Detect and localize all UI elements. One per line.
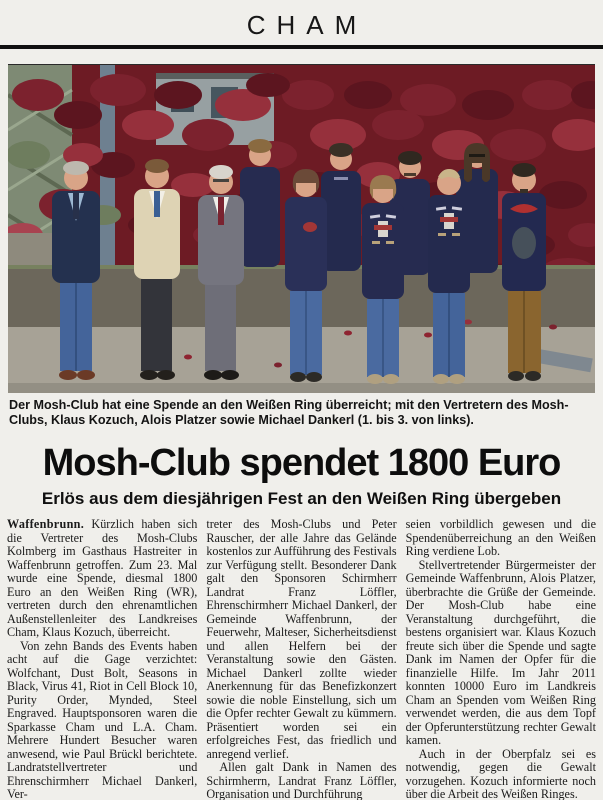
paragraph: Auch in der Oberpfalz sei es notwendig, gegen die Gewalt vorzugehen. Kozuch informierte noch über die Arbeit des Weißen Ringes.: [405, 746, 596, 800]
person-figure: [428, 169, 470, 384]
section-title: CHAM: [246, 10, 368, 40]
paragraph: Stellvertretender Bürgermeister der Gemeinde Waffenbrunn, Alois Platzer, überbrachte die Grüße der Gemeinde. Der Mosh-Club habe eine Veranstaltung durchgeführt, die bestens organisiert war. Klaus Kozuch freute sich über die Spende und sagte Dank im Namen der Opfer für die finanzielle Hilfe. Im Jahr 2011 konnten 10000 Euro im Landkreis Cham an Spenden vom Weißen Ring verwendet werden, die aus dem Topf der Opferunterstützung rechter Gewalt kamen.: [405, 557, 596, 747]
dateline: Waffenbrunn.: [7, 517, 85, 531]
group-photo-illustration: [8, 65, 595, 393]
article-headline: Mosh-Club spendet 1800 Euro: [42, 442, 561, 484]
masthead-rule: [0, 45, 603, 49]
paragraph: treter des Mosh-Clubs und Peter Rauscher, der alle Jahre das Gelände kostenlos zur Aufführung des Festivals zur Verfügung stellt. Besonderer Dank galt den Sponsoren Schirmherr Landrat Franz Löffler, Ehrenschirmherr Michael Dankerl, der Gemeinde Waffenbrunn, der Feuerwehr, Malteser, Sicherheitsdienst und allen Helfern bei der Veranstaltung sowie den Gästen. Michael Dankerl zollte wieder Anerkennung für das Benefizkonzert sowie die noble Einstellung, sich um die Opfer rechter Gewalt zu kümmern. Präsentiert worden sei ein erfolgreiches Fest, das friedlich und anregend verlief.: [206, 517, 397, 761]
body-column-2: [206, 518, 396, 800]
person-figure: [362, 175, 404, 384]
person-figure: [502, 163, 546, 381]
paragraph-text: Kürzlich haben sich die Vertreter des Mosh-Clubs Kolmberg im Gasthaus Hastreiter in Waffenbrunn getroffen. Zum 23. Mal wurde eine Spende, diesmal 1800 Euro an den Weißen Ring (WR), vertreten durch den ehrenamtlichen Außenstellenleiter des Landkreises Cham, Klaus Kozuch, überreicht.: [7, 517, 198, 639]
person-figure: [285, 169, 327, 382]
article-body: [7, 518, 596, 800]
paragraph: [7, 518, 197, 640]
article-photo: [8, 64, 595, 393]
paragraph: seien vorbildlich gewesen und die Spendenüberreichung an den Weißen Ring verdiene Lob.: [405, 517, 596, 558]
article-subheadline: Erlös aus dem diesjährigen Fest an den Weißen Ring übergeben: [41, 489, 562, 508]
paragraph: Allen galt Dank in Namen des Schirmherrn, Landrat Franz Löffler, Organisation und Durchführung: [206, 760, 397, 800]
body-column-1: [7, 518, 197, 800]
photo-caption: Der Mosh-Club hat eine Spende an den Weißen Ring überreicht; mit den Vertretern des Mosh-Clubs, Klaus Kozuch, Alois Platzer sowie Michael Dankerl (1. bis 3. von links).: [9, 398, 569, 427]
paragraph: Von zehn Bands des Events haben acht auf die Gage verzichtet: Wolfchant, Dust Bolt, Seasons in Black, Virus 41, Riot in Cell Block 10, Purity Order, Mynded, Steel Engraved. Hauptsponsoren waren die Sparkasse Cham und L.A. Cham. Mehrere Hundert Besucher waren anwesend, wie Paul Brückl berichtete. Landratstellvertreter und Ehrenschirmherr Michael Dankerl, Ver-: [7, 638, 198, 800]
body-column-3: [406, 518, 596, 800]
